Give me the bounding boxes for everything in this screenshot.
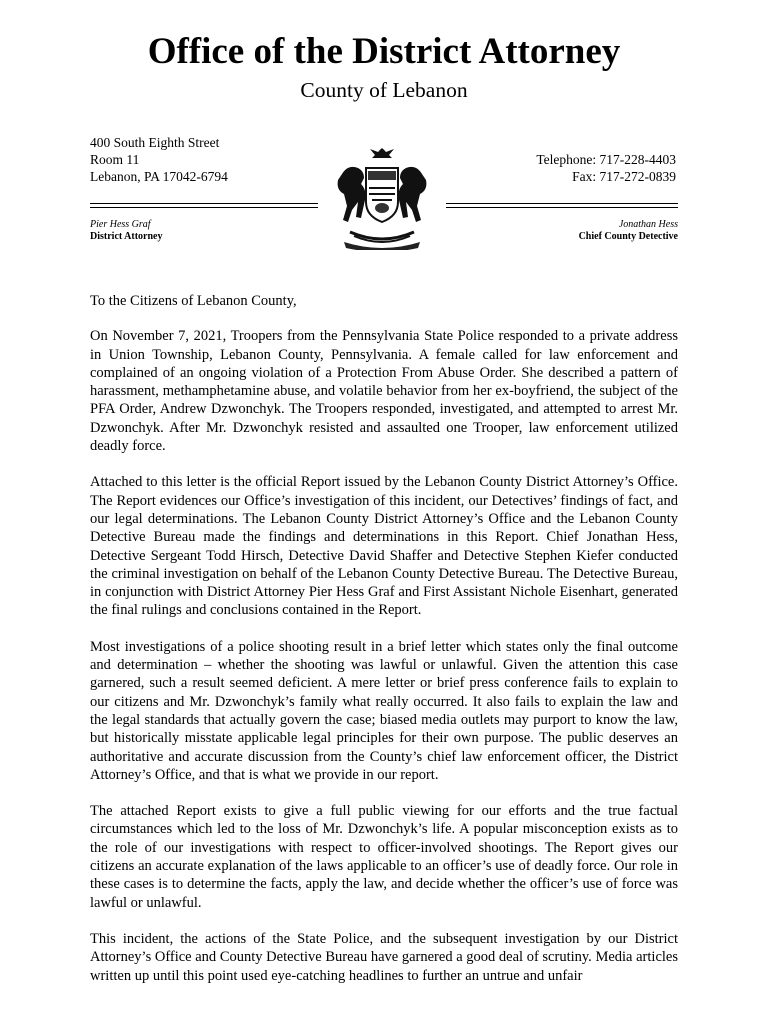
chief-detective-name: Jonathan Hess [618,219,678,230]
address-line-2: Room 11 [90,152,140,167]
office-address [90,134,228,185]
fax: Fax: 717-272-0839 [572,169,676,184]
office-title: Office of the District Attorney [147,31,621,72]
paragraph-4: The attached Report exists to give a full public viewing for our efforts and the true factual circumstances which led to the loss of Mr. Dzwonchyk’s life. A popular misconception exists as to the role of our investigations with respect to officer-involved shootings. The Report gives our citizens an accurate explanation of the laws applicable to an officer’s use of deadly force. Our role in these cases is to determine the facts, apply the law, and decide whether the officer’s use of force was lawful or unlawful. [90,803,678,911]
paragraph-1: On November 7, 2021, Troopers from the Pennsylvania State Police responded to a private address in Union Township, Lebanon County, Pennsylvania. A female called for law enforcement and complained of an ongoing violation of a Protection From Abuse Order. She described a pattern of harassment, methamphetamine abuse, and volatile behavior from her ex-boyfriend, the subject of the PFA Order, Andrew Dzwonchyk. The Troopers responded, investigated, and attempted to arrest Mr. Dzwonchyk. After Mr. Dzwonchyk resisted and assaulted one Trooper, law enforcement utilized deadly force. [90,328,678,455]
paragraph-5: This incident, the actions of the State Police, and the subsequent investigation by our District Attorney’s Office and County Detective Bureau have garnered a good deal of scrutiny. Media articles written up until this point used eye-catching headlines to further an untrue and unfair [90,930,678,984]
chief-detective-title: Chief County Detective [578,231,678,242]
header-rule-right [446,203,678,208]
chief-detective-signature [579,219,678,243]
paragraph-3: Most investigations of a police shooting result in a brief letter which states only the final outcome and determination – whether the shooting was lawful or unlawful. Given the attention this case garnered, such a result seemed deficient. A mere letter or brief press conference fails to explain to our citizens and Mr. Dzwonchyk’s family what really occurred. It also fails to explain the law and the legal standards that actually govern the case; biased media outlets may purport to know the law, but historically misstate applicable legal principles for their own purpose. The public deserves an authoritative and accurate discussion from the County’s chief law enforcement officer, the District Attorney’s Office, and that is what we provide in our report. [90,638,678,783]
office-contact [536,151,676,185]
telephone: Telephone: 717-228-4403 [536,152,676,167]
pennsylvania-coat-of-arms-icon [320,144,444,250]
county-subtitle: County of Lebanon [300,78,468,102]
paragraph-2: Attached to this letter is the official Report issued by the Lebanon County District Attorney’s Office. The Report evidences our Office’s investigation of this incident, our Detectives’ findings of fact, and our legal determinations. The Lebanon County District Attorney’s Office and the Lebanon County Detective Bureau made the findings and determinations in this Report. Chief Jonathan Hess, Detective Sergeant Todd Hirsch, Detective David Shaffer and Detective Stephen Kiefer conducted the criminal investigation on behalf of the Lebanon County Detective Bureau. The Detective Bureau, in conjunction with District Attorney Pier Hess Graf and First Assistant Nichole Eisenhart, generated the final rulings and conclusions contained in the Report. [90,474,678,619]
district-attorney-signature [90,219,162,243]
address-line-3: Lebanon, PA 17042-6794 [90,169,228,184]
district-attorney-name: Pier Hess Graf [90,219,151,230]
address-line-1: 400 South Eighth Street [90,135,220,150]
letter-body [90,292,678,1003]
district-attorney-title: District Attorney [90,231,163,242]
salutation: To the Citizens of Lebanon County, [90,293,297,309]
header-rule-left [90,203,318,208]
